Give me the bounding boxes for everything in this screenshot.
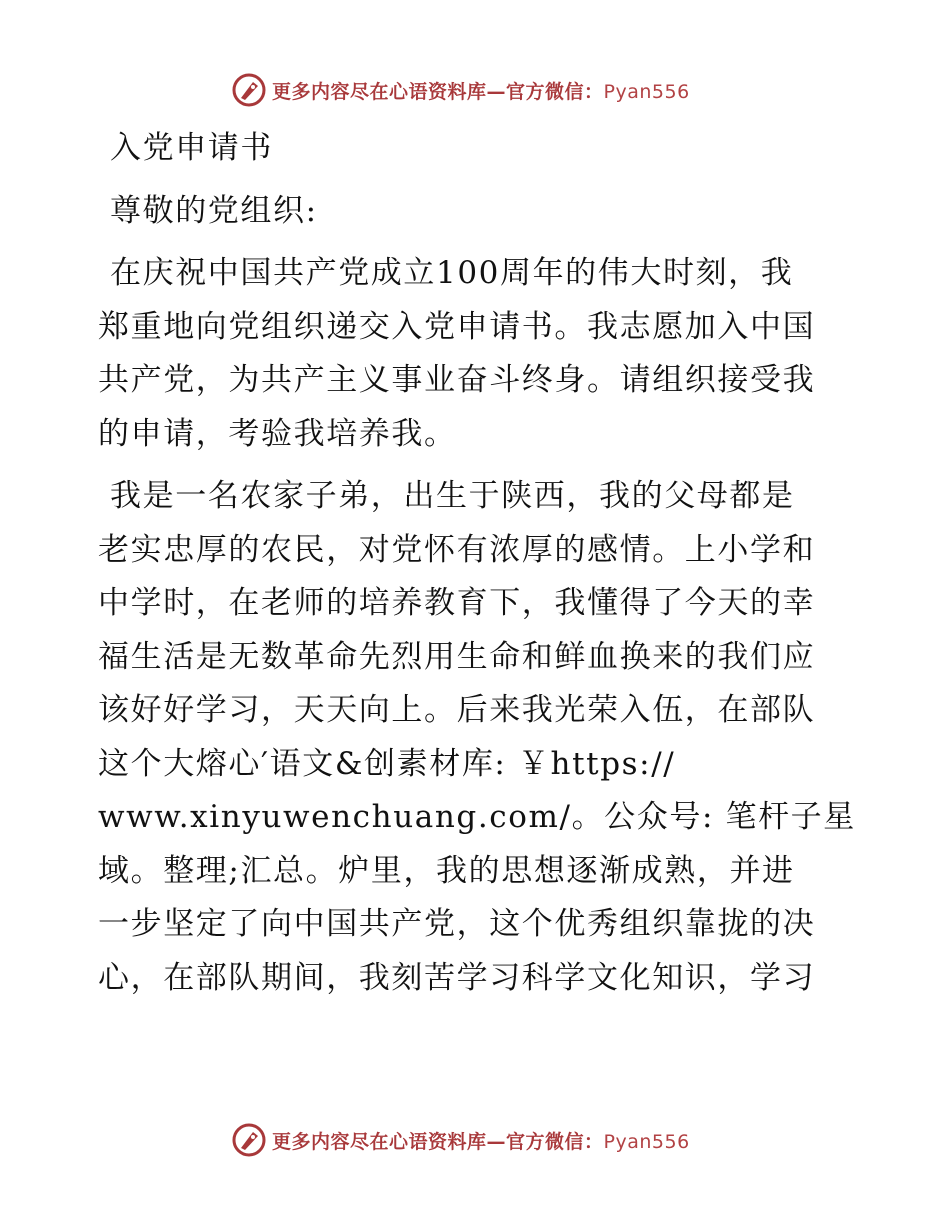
text-line: www.xinyuwenchuang.com/。公众号: 笔杆子星	[98, 799, 856, 835]
text-line: 在庆祝中国共产党成立100周年的伟大时刻，我	[110, 255, 794, 291]
text-line: 心，在部队期间，我刻苦学习科学文化知识，学习	[98, 959, 816, 996]
text-line: 这个大熔心′语文&创素材库: ￥https://	[98, 745, 676, 782]
banner-text	[272, 1127, 690, 1154]
text-line: 福生活是无数革命先烈用生命和鲜血换来的我们应	[98, 638, 816, 675]
pen-nib-logo-icon	[232, 73, 266, 107]
pen-nib-logo-icon	[232, 1123, 266, 1157]
text-line: 郑重地向党组织递交入党申请书。我志愿加入中国	[98, 308, 816, 345]
text-line: 该好好学习，天天向上。后来我光荣入伍，在部队	[98, 692, 816, 728]
banner-slogan: 更多内容尽在心语资料库—官方微信：	[272, 80, 604, 103]
banner-brand: Pyan556	[603, 1130, 690, 1153]
text-line: 一步坚定了向中国共产党，这个优秀组织靠拢的决	[98, 906, 816, 942]
salutation: 尊敬的党组织:	[110, 192, 318, 229]
text-line: 的申请，考验我培养我。	[98, 415, 457, 452]
banner-brand: Pyan556	[603, 80, 690, 103]
text-line: 中学时，在老师的培养教育下，我懂得了今天的幸	[98, 585, 816, 621]
banner-text	[272, 77, 690, 104]
text-line: 我是一名农家子弟，出生于陕西，我的父母都是	[110, 478, 795, 514]
document-body	[98, 122, 858, 1005]
paragraph-2	[98, 470, 858, 1005]
footer-banner	[232, 1120, 752, 1160]
header-banner	[232, 70, 752, 110]
text-line: 域。整理;汇总。炉里，我的思想逐渐成熟，并进	[98, 852, 795, 889]
text-line: 老实忠厚的农民，对党怀有浓厚的感情。上小学和	[98, 531, 816, 568]
text-line: 共产党，为共产主义事业奋斗终身。请组织接受我	[98, 362, 816, 398]
document-title: 入党申请书	[110, 130, 273, 166]
paragraph-1	[98, 247, 858, 461]
banner-slogan: 更多内容尽在心语资料库—官方微信：	[272, 1130, 604, 1153]
